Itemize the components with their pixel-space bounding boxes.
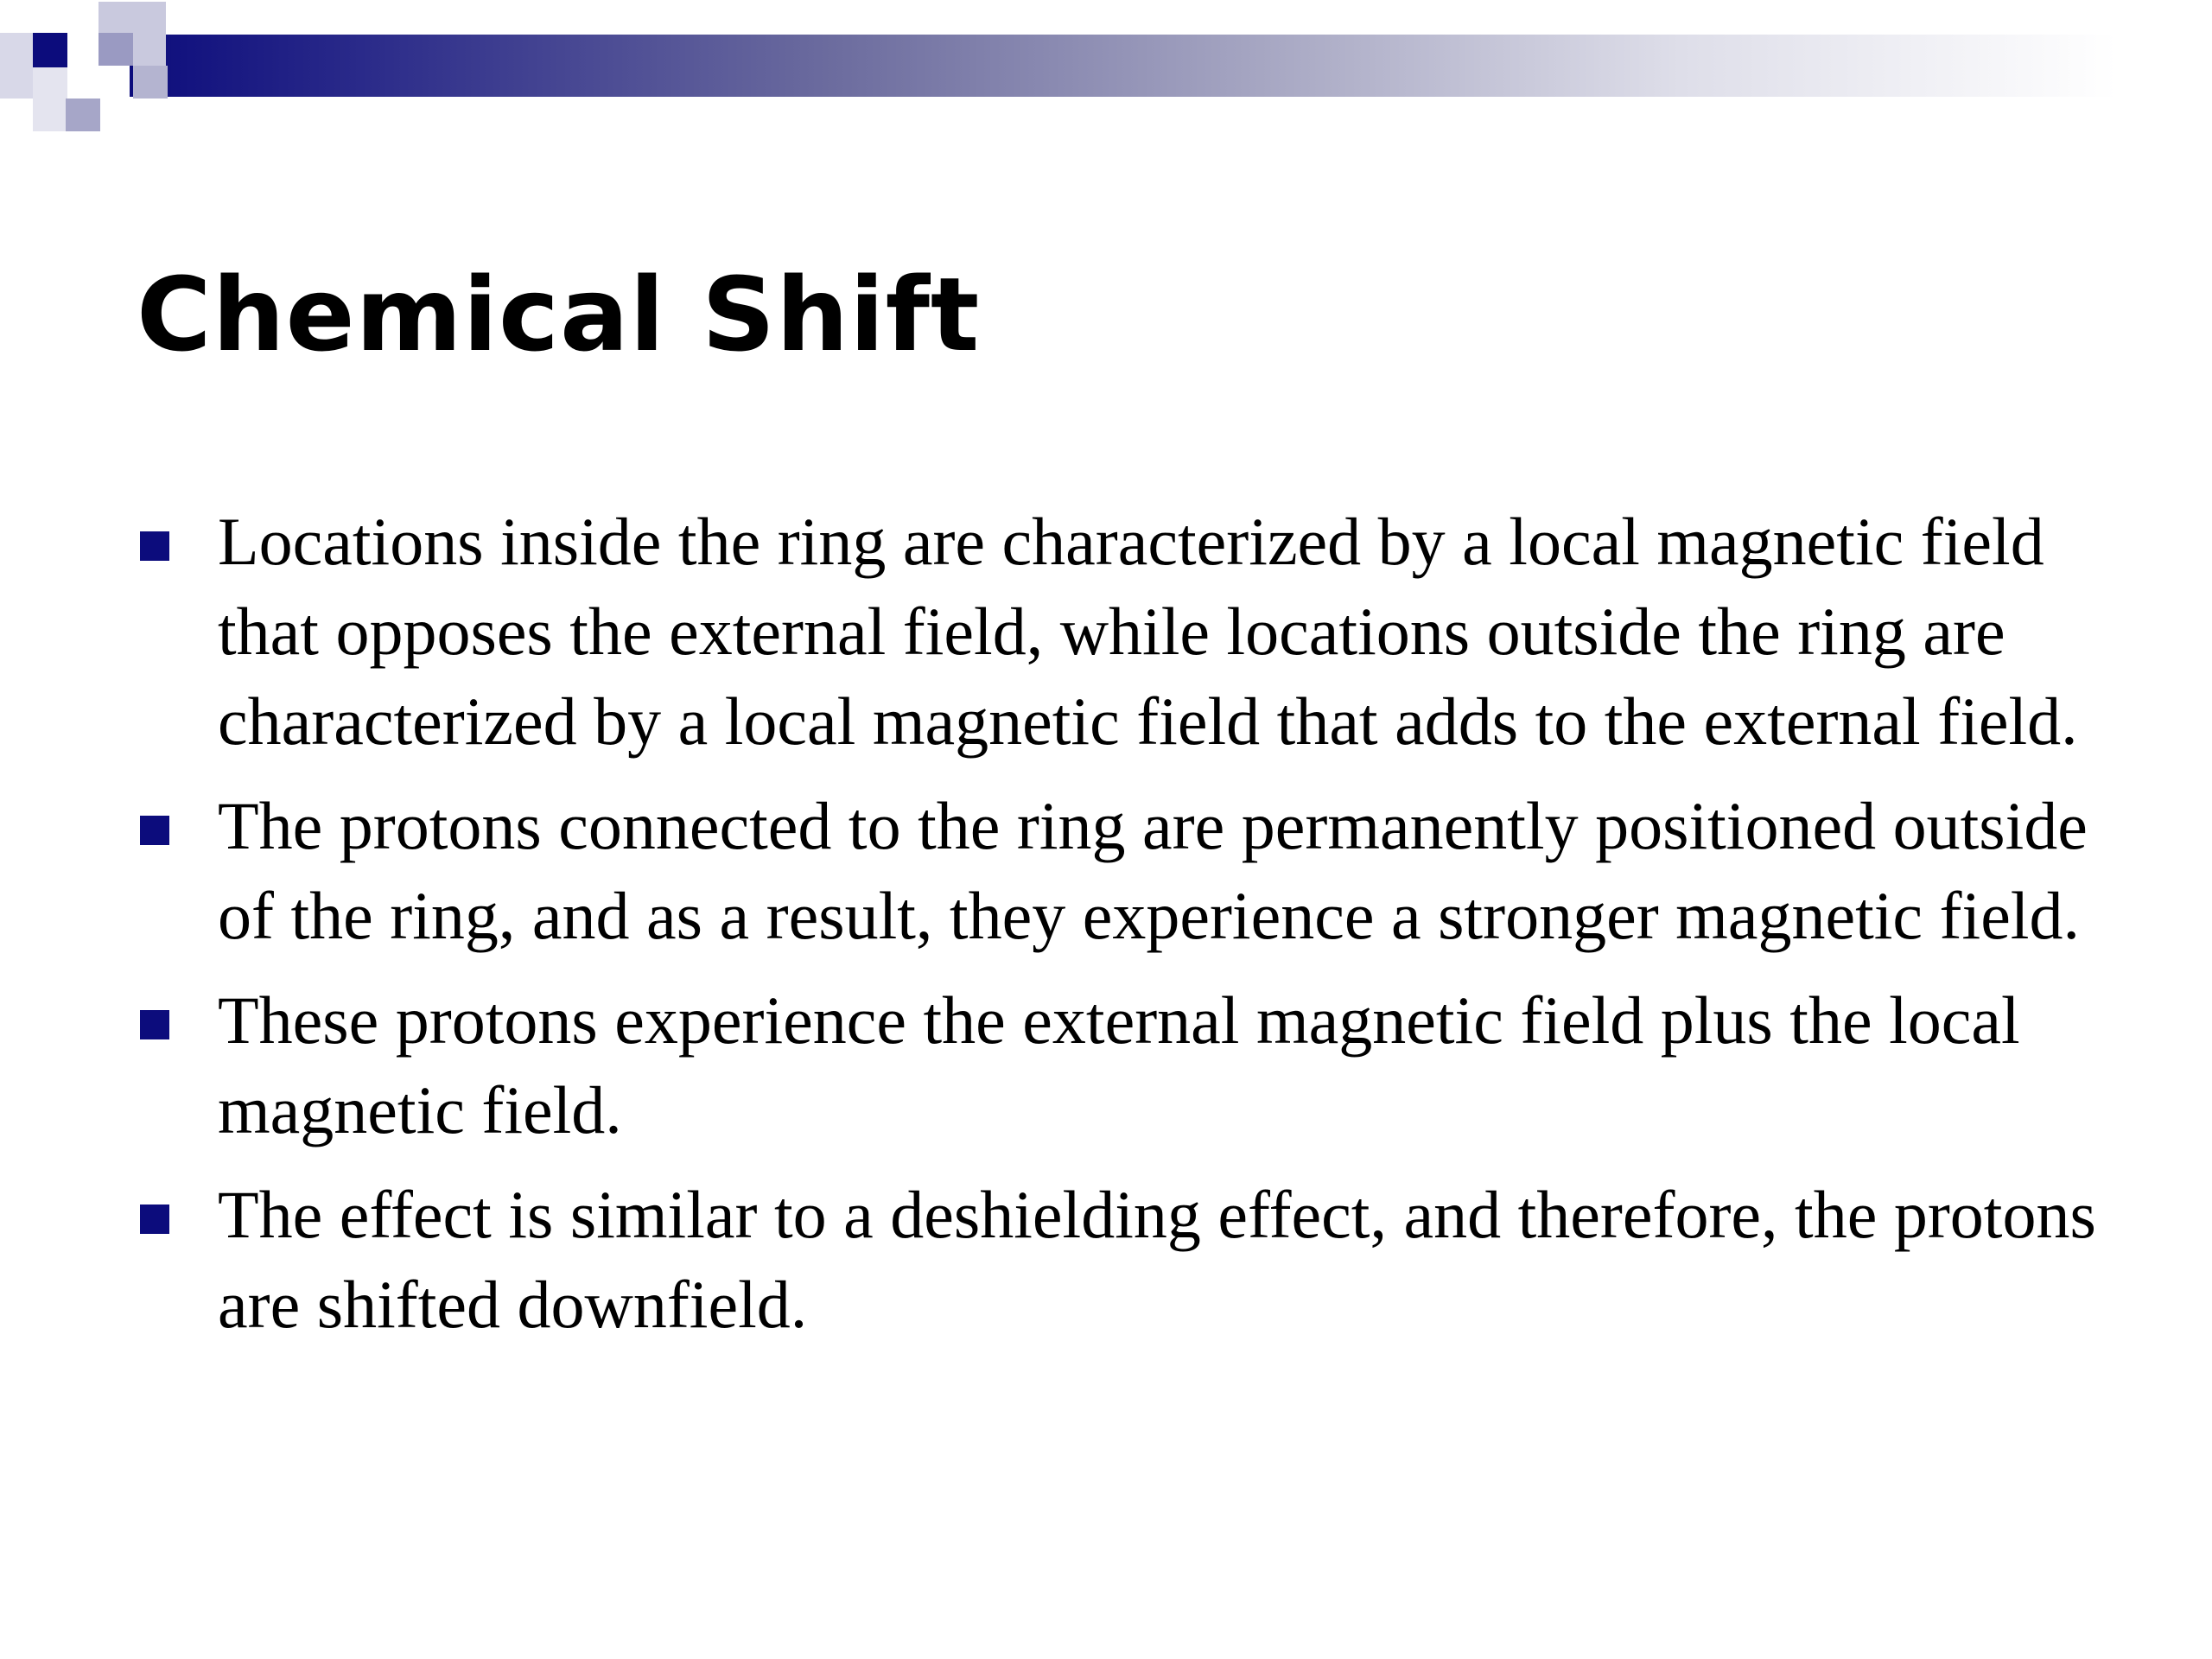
square-bullet-icon — [140, 816, 169, 845]
bullet-text: Locations inside the ring are characterized by a local magnetic field that opposes the external field, while locations outside the ring are characterized by a local magnetic field that adds to the external field. — [218, 504, 2078, 759]
square-bullet-icon — [140, 1010, 169, 1039]
header-decor-square — [33, 33, 67, 67]
header-gradient-bar — [130, 35, 2117, 97]
header-decor-square — [33, 66, 67, 131]
bullet-item — [138, 781, 2126, 961]
bullet-item — [138, 1170, 2126, 1350]
header-decor-square — [0, 33, 35, 99]
slide-title: Chemical Shift — [137, 255, 981, 374]
square-bullet-icon — [140, 1205, 169, 1234]
header-decor-square — [99, 33, 133, 66]
header-decor-square — [66, 99, 100, 131]
bullet-text: The effect is similar to a deshielding effect, and therefore, the protons are shifted downfield. — [218, 1177, 2096, 1342]
bullet-text: These protons experience the external magnetic field plus the local magnetic field. — [218, 982, 2020, 1147]
bullet-item — [138, 497, 2126, 766]
square-bullet-icon — [140, 531, 169, 561]
bullet-text: The protons connected to the ring are permanently positioned outside of the ring, and as a result, they experience a stronger magnetic field. — [218, 788, 2088, 953]
header-decor-square — [133, 66, 168, 99]
bullet-item — [138, 976, 2126, 1155]
bullet-list — [138, 497, 2126, 1364]
